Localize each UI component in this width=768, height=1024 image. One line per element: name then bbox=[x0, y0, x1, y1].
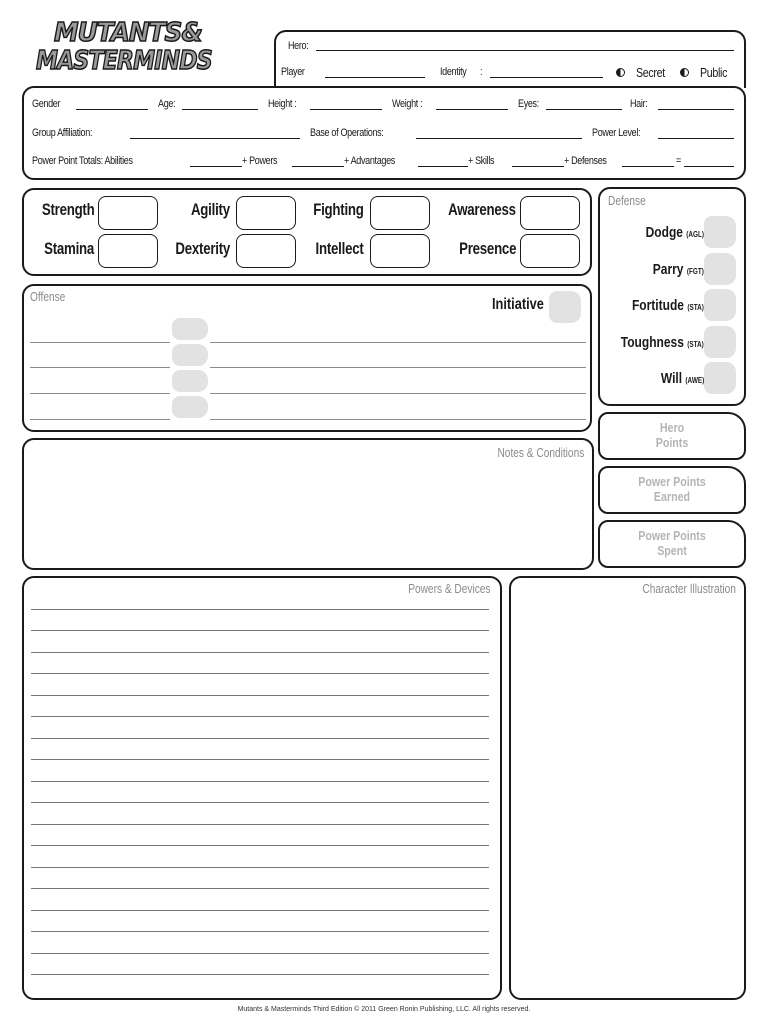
stamina-value-box[interactable] bbox=[98, 234, 158, 268]
powers-line[interactable] bbox=[31, 609, 489, 610]
player-label: Player bbox=[281, 66, 305, 78]
attack-bonus-cell[interactable] bbox=[172, 370, 208, 392]
powers-line[interactable] bbox=[31, 630, 489, 631]
strength-label: Strength bbox=[41, 200, 94, 219]
intellect-label: Intellect bbox=[315, 239, 364, 258]
powers-total-label: + Powers bbox=[242, 155, 278, 167]
age-label: Age: bbox=[158, 98, 176, 110]
powers-line[interactable] bbox=[31, 652, 489, 653]
power-points-spent-box[interactable] bbox=[598, 520, 746, 568]
toughness-label bbox=[621, 334, 704, 351]
dexterity-label: Dexterity bbox=[175, 239, 230, 258]
attack-name-line[interactable] bbox=[30, 342, 170, 343]
powers-title: Powers & Devices bbox=[407, 581, 490, 596]
fortitude-value-cell[interactable] bbox=[704, 289, 736, 321]
will-value-cell[interactable] bbox=[704, 362, 736, 394]
hair-label: Hair: bbox=[630, 98, 648, 110]
identity-label: Identity bbox=[440, 66, 467, 78]
equals-sign: = bbox=[676, 155, 681, 167]
illustration-panel[interactable] bbox=[509, 576, 746, 1000]
logo-line-1: MUTANTS& bbox=[54, 18, 202, 48]
age-field[interactable] bbox=[182, 109, 258, 110]
attack-effect-line[interactable] bbox=[210, 393, 586, 394]
presence-value-box[interactable] bbox=[520, 234, 580, 268]
pp-spent-title-2: Spent bbox=[657, 543, 687, 558]
identity-panel bbox=[274, 30, 746, 88]
pp-spent-title-1: Power Points bbox=[638, 528, 706, 543]
attack-name-line[interactable] bbox=[30, 419, 170, 420]
powers-line[interactable] bbox=[31, 716, 489, 717]
public-radio[interactable] bbox=[680, 68, 689, 77]
initiative-value-cell[interactable] bbox=[549, 291, 581, 323]
intellect-value-box[interactable] bbox=[370, 234, 430, 268]
group-field[interactable] bbox=[130, 138, 300, 139]
attack-effect-line[interactable] bbox=[210, 342, 586, 343]
totals-label: Power Point Totals: Abilities bbox=[32, 155, 133, 167]
dexterity-value-box[interactable] bbox=[236, 234, 296, 268]
powers-line[interactable] bbox=[31, 974, 489, 975]
hero-points-title-1: Hero bbox=[659, 420, 685, 435]
awareness-label: Awareness bbox=[448, 200, 516, 219]
dodge-ability: (AGL) bbox=[686, 230, 704, 239]
eyes-field[interactable] bbox=[546, 109, 622, 110]
hero-points-box[interactable] bbox=[598, 412, 746, 460]
player-name-field[interactable] bbox=[325, 77, 425, 78]
gender-label: Gender bbox=[32, 98, 61, 110]
height-field[interactable] bbox=[310, 109, 382, 110]
identity-colon: : bbox=[480, 66, 483, 78]
powers-line[interactable] bbox=[31, 802, 489, 803]
hero-points-title-2: Points bbox=[655, 435, 689, 450]
height-label: Height : bbox=[268, 98, 297, 110]
group-label: Group Affiliation: bbox=[32, 127, 93, 139]
will-ability: (AWE) bbox=[685, 376, 704, 385]
attack-effect-line[interactable] bbox=[210, 367, 586, 368]
abilities-total-field[interactable] bbox=[190, 166, 242, 167]
weight-label: Weight : bbox=[392, 98, 423, 110]
logo bbox=[30, 18, 262, 80]
grand-total-field[interactable] bbox=[684, 166, 734, 167]
copyright-footer: Mutants & Masterminds Third Edition © 2011 Green Ronin Publishing, LLC. All rights reserved. bbox=[237, 1006, 531, 1013]
initiative-label: Initiative bbox=[492, 296, 544, 313]
toughness-text: Toughness bbox=[620, 334, 685, 351]
parry-label bbox=[653, 261, 704, 278]
pp-earned-title-1: Power Points bbox=[638, 474, 706, 489]
defenses-total-field[interactable] bbox=[622, 166, 674, 167]
secret-radio[interactable] bbox=[616, 68, 625, 77]
fortitude-ability: (STA) bbox=[687, 303, 704, 312]
strength-value-box[interactable] bbox=[98, 196, 158, 230]
will-label bbox=[661, 370, 704, 387]
notes-title: Notes & Conditions bbox=[497, 445, 584, 460]
powers-line[interactable] bbox=[31, 695, 489, 696]
offense-title: Offense bbox=[30, 289, 66, 304]
powers-line[interactable] bbox=[31, 759, 489, 760]
powers-line[interactable] bbox=[31, 867, 489, 868]
fortitude-label bbox=[632, 297, 704, 314]
attack-name-line[interactable] bbox=[30, 393, 170, 394]
eyes-label: Eyes: bbox=[518, 98, 539, 110]
dodge-value-cell[interactable] bbox=[704, 216, 736, 248]
skills-total-field[interactable] bbox=[512, 166, 564, 167]
awareness-value-box[interactable] bbox=[520, 196, 580, 230]
gender-field[interactable] bbox=[76, 109, 148, 110]
attack-bonus-cell[interactable] bbox=[172, 396, 208, 418]
powers-line[interactable] bbox=[31, 824, 489, 825]
advantages-total-label: + Advantages bbox=[344, 155, 395, 167]
parry-value-cell[interactable] bbox=[704, 253, 736, 285]
powers-line[interactable] bbox=[31, 888, 489, 889]
weight-field[interactable] bbox=[436, 109, 508, 110]
power-level-field[interactable] bbox=[658, 138, 734, 139]
parry-text: Parry bbox=[652, 261, 684, 278]
base-field[interactable] bbox=[416, 138, 582, 139]
dodge-label bbox=[646, 224, 704, 241]
hair-field[interactable] bbox=[658, 109, 734, 110]
attack-name-line[interactable] bbox=[30, 367, 170, 368]
toughness-value-cell[interactable] bbox=[704, 326, 736, 358]
hero-label: Hero: bbox=[288, 40, 309, 52]
dodge-text: Dodge bbox=[645, 224, 683, 241]
powers-line[interactable] bbox=[31, 673, 489, 674]
presence-label: Presence bbox=[458, 239, 516, 258]
powers-panel[interactable] bbox=[22, 576, 502, 1000]
fighting-value-box[interactable] bbox=[370, 196, 430, 230]
illustration-title: Character Illustration bbox=[642, 581, 736, 596]
toughness-ability: (STA) bbox=[687, 340, 704, 349]
powers-line[interactable] bbox=[31, 738, 489, 739]
powers-line[interactable] bbox=[31, 953, 489, 954]
attack-bonus-cell[interactable] bbox=[172, 318, 208, 340]
public-label: Public bbox=[700, 65, 728, 80]
will-text: Will bbox=[660, 370, 682, 387]
powers-line[interactable] bbox=[31, 910, 489, 911]
powers-total-field[interactable] bbox=[292, 166, 344, 167]
identity-field[interactable] bbox=[490, 77, 603, 78]
advantages-total-field[interactable] bbox=[418, 166, 468, 167]
powers-line[interactable] bbox=[31, 781, 489, 782]
defense-title: Defense bbox=[608, 193, 646, 208]
stamina-label: Stamina bbox=[44, 239, 94, 258]
hero-name-field[interactable] bbox=[316, 50, 734, 51]
power-points-earned-box[interactable] bbox=[598, 466, 746, 514]
attack-effect-line[interactable] bbox=[210, 419, 586, 420]
fortitude-text: Fortitude bbox=[632, 297, 685, 314]
fighting-label: Fighting bbox=[313, 200, 364, 219]
powers-line[interactable] bbox=[31, 931, 489, 932]
power-level-label: Power Level: bbox=[592, 127, 641, 139]
powers-line[interactable] bbox=[31, 845, 489, 846]
attack-bonus-cell[interactable] bbox=[172, 344, 208, 366]
logo-line-2: MASTERMINDS bbox=[36, 46, 212, 76]
secret-label: Secret bbox=[636, 65, 665, 80]
agility-label: Agility bbox=[191, 200, 230, 219]
defenses-total-label: + Defenses bbox=[564, 155, 607, 167]
pp-earned-title-2: Earned bbox=[653, 489, 691, 504]
skills-total-label: + Skills bbox=[468, 155, 495, 167]
base-label: Base of Operations: bbox=[310, 127, 384, 139]
agility-value-box[interactable] bbox=[236, 196, 296, 230]
parry-ability: (FGT) bbox=[686, 267, 704, 276]
